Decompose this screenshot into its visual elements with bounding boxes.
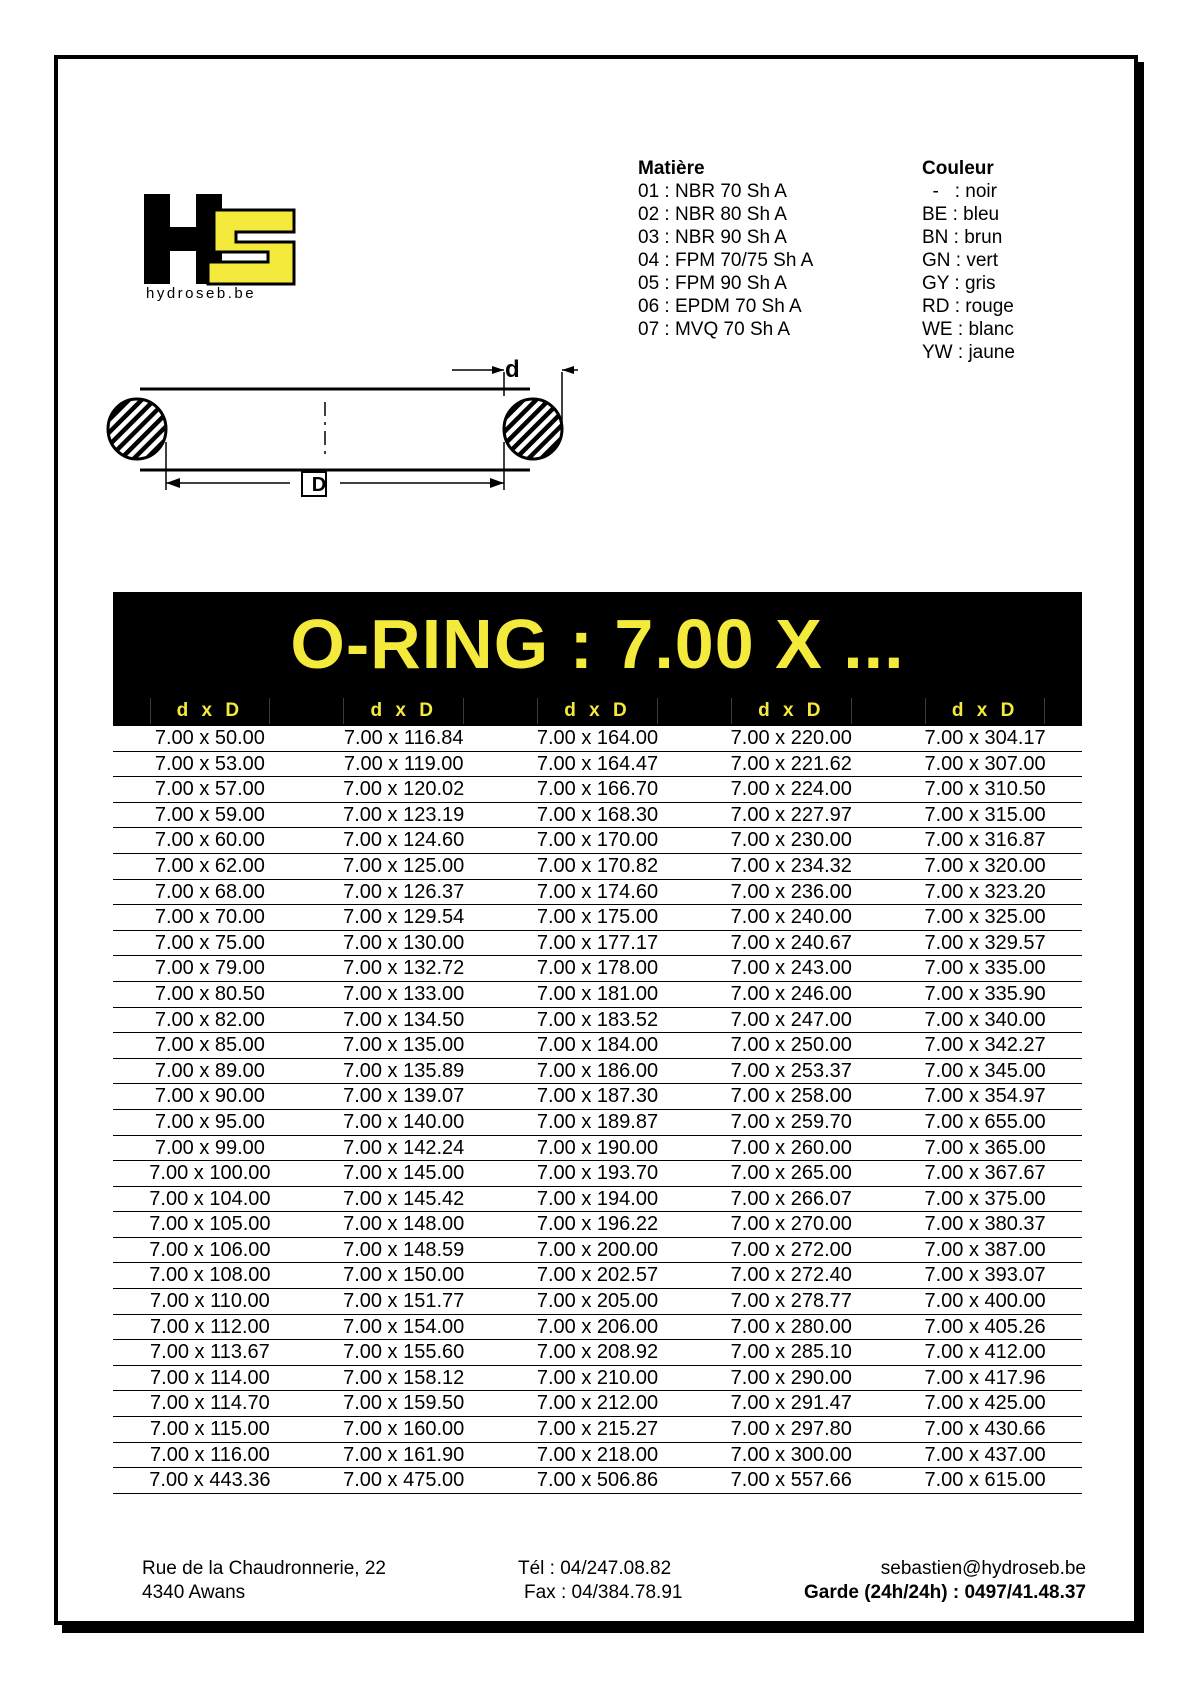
table-cell: 7.00 x 265.00 bbox=[730, 1162, 852, 1185]
table-row bbox=[113, 828, 1082, 854]
table-row bbox=[113, 1187, 1082, 1213]
table-row bbox=[113, 931, 1082, 957]
table-cell: 7.00 x 174.60 bbox=[536, 880, 659, 903]
table-cell: 7.00 x 161.90 bbox=[343, 1443, 465, 1466]
table-cell: 7.00 x 196.22 bbox=[536, 1213, 659, 1236]
table-cell: 7.00 x 272.00 bbox=[730, 1238, 852, 1261]
table-cell: 7.00 x 89.00 bbox=[154, 1059, 265, 1082]
table-cell: 7.00 x 240.00 bbox=[730, 906, 852, 929]
table-cell: 7.00 x 105.00 bbox=[149, 1213, 271, 1236]
address-line: Rue de la Chaudronnerie, 22 bbox=[142, 1558, 387, 1579]
table-cell: 7.00 x 443.36 bbox=[149, 1469, 271, 1492]
table-cell: 7.00 x 387.00 bbox=[924, 1238, 1046, 1261]
table-cell: 7.00 x 300.00 bbox=[730, 1443, 852, 1466]
table-cell: 7.00 x 50.00 bbox=[154, 727, 265, 749]
footer-phone bbox=[518, 1557, 682, 1605]
table-cell: 7.00 x 168.30 bbox=[536, 803, 659, 826]
table-cell: 7.00 x 164.00 bbox=[536, 727, 659, 749]
table-cell: 7.00 x 236.00 bbox=[730, 880, 852, 903]
table-body bbox=[113, 726, 1082, 1494]
column-header: d x D bbox=[113, 696, 307, 726]
table-row bbox=[113, 1136, 1082, 1162]
column-header: d x D bbox=[888, 696, 1082, 726]
table-cell: 7.00 x 90.00 bbox=[154, 1085, 265, 1108]
table-cell: 7.00 x 70.00 bbox=[154, 906, 265, 929]
table-cell: 7.00 x 250.00 bbox=[730, 1034, 852, 1057]
table-cell: 7.00 x 135.89 bbox=[343, 1059, 465, 1082]
table-row bbox=[113, 1238, 1082, 1264]
table-cell: 7.00 x 164.47 bbox=[536, 752, 659, 775]
table-cell: 7.00 x 124.60 bbox=[343, 829, 465, 852]
table-cell: 7.00 x 187.30 bbox=[536, 1085, 659, 1108]
table-cell: 7.00 x 227.97 bbox=[730, 803, 852, 826]
material-item: 04 : FPM 70/75 Sh A bbox=[638, 250, 814, 271]
table-cell: 7.00 x 142.24 bbox=[343, 1136, 465, 1159]
table-cell: 7.00 x 159.50 bbox=[343, 1392, 465, 1415]
garde-text: Garde (24h/24h) : 0497/41.48.37 bbox=[804, 1582, 1086, 1603]
table-cell: 7.00 x 112.00 bbox=[150, 1315, 270, 1338]
table-cell: 7.00 x 615.00 bbox=[924, 1469, 1046, 1492]
table-cell: 7.00 x 114.70 bbox=[150, 1392, 270, 1415]
table-cell: 7.00 x 120.02 bbox=[343, 778, 465, 801]
table-cell: 7.00 x 234.32 bbox=[730, 854, 852, 877]
table-row bbox=[113, 1110, 1082, 1136]
table-cell: 7.00 x 210.00 bbox=[536, 1366, 659, 1389]
table-cell: 7.00 x 129.54 bbox=[343, 906, 465, 929]
table-cell: 7.00 x 230.00 bbox=[730, 829, 852, 852]
table-cell: 7.00 x 85.00 bbox=[154, 1034, 265, 1057]
table-cell: 7.00 x 99.00 bbox=[154, 1136, 265, 1159]
table-cell: 7.00 x 206.00 bbox=[536, 1315, 659, 1338]
table-cell: 7.00 x 215.27 bbox=[536, 1418, 659, 1441]
table-cell: 7.00 x 177.17 bbox=[536, 931, 659, 954]
color-item: BN : brun bbox=[922, 227, 1003, 248]
table-cell: 7.00 x 108.00 bbox=[149, 1264, 271, 1287]
table-cell: 7.00 x 145.42 bbox=[343, 1187, 465, 1210]
left-section bbox=[108, 399, 166, 459]
table-cell: 7.00 x 194.00 bbox=[536, 1187, 659, 1210]
table-cell: 7.00 x 183.52 bbox=[536, 1008, 659, 1031]
table-cell: 7.00 x 316.87 bbox=[924, 829, 1046, 852]
table-cell: 7.00 x 205.00 bbox=[536, 1290, 659, 1313]
table-cell: 7.00 x 160.00 bbox=[343, 1418, 465, 1441]
table-cell: 7.00 x 100.00 bbox=[149, 1162, 271, 1185]
tel-text: Tél : 04/247.08.82 bbox=[518, 1558, 672, 1579]
table-cell: 7.00 x 425.00 bbox=[924, 1392, 1046, 1415]
table-cell: 7.00 x 340.00 bbox=[924, 1008, 1046, 1031]
table-cell: 7.00 x 220.00 bbox=[730, 727, 852, 749]
table-cell: 7.00 x 270.00 bbox=[730, 1213, 852, 1236]
table-cell: 7.00 x 148.59 bbox=[343, 1238, 465, 1261]
table-cell: 7.00 x 193.70 bbox=[536, 1162, 659, 1185]
table-row bbox=[113, 777, 1082, 803]
table-row bbox=[113, 752, 1082, 778]
table-cell: 7.00 x 380.37 bbox=[924, 1213, 1046, 1236]
table-cell: 7.00 x 266.07 bbox=[730, 1187, 852, 1210]
fax-text: Fax : 04/384.78.91 bbox=[524, 1582, 683, 1603]
table-cell: 7.00 x 240.67 bbox=[730, 931, 852, 954]
table-cell: 7.00 x 59.00 bbox=[154, 803, 265, 826]
table-cell: 7.00 x 104.00 bbox=[149, 1187, 271, 1210]
table-row bbox=[113, 1008, 1082, 1034]
table-cell: 7.00 x 297.80 bbox=[730, 1418, 852, 1441]
material-item: 02 : NBR 80 Sh A bbox=[638, 204, 787, 225]
table-row bbox=[113, 803, 1082, 829]
table-cell: 7.00 x 320.00 bbox=[924, 854, 1046, 877]
table-cell: 7.00 x 186.00 bbox=[536, 1059, 659, 1082]
table-cell: 7.00 x 106.00 bbox=[149, 1238, 271, 1261]
table-row bbox=[113, 1212, 1082, 1238]
table-cell: 7.00 x 345.00 bbox=[924, 1059, 1046, 1082]
materials-title: Matière bbox=[638, 158, 705, 179]
table-cell: 7.00 x 221.62 bbox=[730, 752, 852, 775]
table-cell: 7.00 x 110.00 bbox=[150, 1290, 270, 1313]
address-line: 4340 Awans bbox=[142, 1582, 246, 1603]
oring-diagram bbox=[100, 362, 580, 532]
table-cell: 7.00 x 95.00 bbox=[154, 1110, 265, 1133]
table-cell: 7.00 x 278.77 bbox=[730, 1290, 852, 1313]
color-item: YW : jaune bbox=[922, 342, 1015, 363]
table-row bbox=[113, 1391, 1082, 1417]
footer-contact bbox=[780, 1557, 1086, 1605]
table-cell: 7.00 x 208.92 bbox=[536, 1341, 659, 1364]
table-cell: 7.00 x 258.00 bbox=[730, 1085, 852, 1108]
table-cell: 7.00 x 405.26 bbox=[924, 1315, 1046, 1338]
table-cell: 7.00 x 178.00 bbox=[536, 957, 659, 980]
table-row bbox=[113, 1084, 1082, 1110]
table-row bbox=[113, 1417, 1082, 1443]
dimension-label-D: D bbox=[311, 474, 327, 496]
table-cell: 7.00 x 212.00 bbox=[536, 1392, 659, 1415]
table-cell: 7.00 x 151.77 bbox=[343, 1290, 465, 1313]
table-cell: 7.00 x 280.00 bbox=[730, 1315, 852, 1338]
table-cell: 7.00 x 134.50 bbox=[343, 1008, 465, 1031]
table-cell: 7.00 x 140.00 bbox=[343, 1110, 465, 1133]
table-cell: 7.00 x 115.00 bbox=[150, 1418, 270, 1441]
table-cell: 7.00 x 475.00 bbox=[343, 1469, 465, 1492]
material-item: 06 : EPDM 70 Sh A bbox=[638, 296, 802, 317]
table-row bbox=[113, 1289, 1082, 1315]
table-cell: 7.00 x 150.00 bbox=[343, 1264, 465, 1287]
table-cell: 7.00 x 354.97 bbox=[924, 1085, 1046, 1108]
table-cell: 7.00 x 57.00 bbox=[154, 778, 265, 801]
table-cell: 7.00 x 412.00 bbox=[924, 1341, 1046, 1364]
table-row bbox=[113, 1263, 1082, 1289]
table-row bbox=[113, 854, 1082, 880]
table-cell: 7.00 x 158.12 bbox=[343, 1366, 465, 1389]
table-cell: 7.00 x 329.57 bbox=[924, 931, 1046, 954]
page-title: O-RING : 7.00 X ... bbox=[290, 605, 905, 683]
table-cell: 7.00 x 170.82 bbox=[536, 854, 659, 877]
table-row bbox=[113, 956, 1082, 982]
title-banner bbox=[113, 592, 1082, 696]
table-cell: 7.00 x 202.57 bbox=[536, 1264, 659, 1287]
table-cell: 7.00 x 123.19 bbox=[343, 803, 465, 826]
table-cell: 7.00 x 82.00 bbox=[154, 1008, 265, 1031]
table-cell: 7.00 x 315.00 bbox=[924, 803, 1046, 826]
table-cell: 7.00 x 506.86 bbox=[536, 1469, 659, 1492]
table-row bbox=[113, 1443, 1082, 1469]
table-cell: 7.00 x 335.00 bbox=[924, 957, 1046, 980]
table-row bbox=[113, 726, 1082, 752]
table-cell: 7.00 x 200.00 bbox=[536, 1238, 659, 1261]
table-cell: 7.00 x 166.70 bbox=[536, 778, 659, 801]
table-row bbox=[113, 1161, 1082, 1187]
table-cell: 7.00 x 68.00 bbox=[154, 880, 265, 903]
table-cell: 7.00 x 393.07 bbox=[924, 1264, 1046, 1287]
table-cell: 7.00 x 125.00 bbox=[343, 854, 465, 877]
table-cell: 7.00 x 365.00 bbox=[924, 1136, 1046, 1159]
colors-list bbox=[922, 157, 1015, 364]
table-cell: 7.00 x 155.60 bbox=[343, 1341, 465, 1364]
table-cell: 7.00 x 247.00 bbox=[730, 1008, 852, 1031]
table-cell: 7.00 x 181.00 bbox=[536, 982, 659, 1005]
table-cell: 7.00 x 417.96 bbox=[924, 1366, 1046, 1389]
table-cell: 7.00 x 224.00 bbox=[730, 778, 852, 801]
colors-title: Couleur bbox=[922, 158, 994, 179]
material-item: 03 : NBR 90 Sh A bbox=[638, 227, 787, 248]
column-header: d x D bbox=[694, 696, 888, 726]
table-cell: 7.00 x 170.00 bbox=[536, 829, 659, 852]
table-row bbox=[113, 905, 1082, 931]
table-cell: 7.00 x 253.37 bbox=[730, 1059, 852, 1082]
table-cell: 7.00 x 148.00 bbox=[343, 1213, 465, 1236]
table-cell: 7.00 x 259.70 bbox=[730, 1110, 852, 1133]
materials-list bbox=[638, 157, 813, 341]
table-cell: 7.00 x 310.50 bbox=[924, 778, 1046, 801]
table-cell: 7.00 x 307.00 bbox=[924, 752, 1046, 775]
column-header: d x D bbox=[501, 696, 695, 726]
table-cell: 7.00 x 375.00 bbox=[924, 1187, 1046, 1210]
table-cell: 7.00 x 367.67 bbox=[924, 1162, 1046, 1185]
table-cell: 7.00 x 189.87 bbox=[536, 1110, 659, 1133]
material-item: 01 : NBR 70 Sh A bbox=[638, 181, 787, 202]
table-cell: 7.00 x 132.72 bbox=[343, 957, 465, 980]
table-cell: 7.00 x 79.00 bbox=[154, 957, 265, 980]
color-item: GY : gris bbox=[922, 273, 996, 294]
table-cell: 7.00 x 285.10 bbox=[730, 1341, 852, 1364]
oring-size-table bbox=[113, 696, 1082, 1494]
table-cell: 7.00 x 272.40 bbox=[730, 1264, 852, 1287]
color-item: - : noir bbox=[922, 181, 997, 202]
table-cell: 7.00 x 135.00 bbox=[343, 1034, 465, 1057]
table-cell: 7.00 x 175.00 bbox=[536, 906, 659, 929]
table-cell: 7.00 x 437.00 bbox=[924, 1443, 1046, 1466]
table-cell: 7.00 x 119.00 bbox=[343, 752, 464, 775]
table-cell: 7.00 x 218.00 bbox=[536, 1443, 659, 1466]
table-cell: 7.00 x 325.00 bbox=[924, 906, 1046, 929]
table-cell: 7.00 x 290.00 bbox=[730, 1366, 852, 1389]
table-cell: 7.00 x 260.00 bbox=[730, 1136, 852, 1159]
table-header bbox=[113, 696, 1082, 726]
table-cell: 7.00 x 116.84 bbox=[343, 727, 464, 749]
email-link[interactable]: sebastien@hydroseb.be bbox=[880, 1558, 1086, 1579]
table-cell: 7.00 x 53.00 bbox=[154, 752, 265, 775]
table-row bbox=[113, 982, 1082, 1008]
table-cell: 7.00 x 190.00 bbox=[536, 1136, 659, 1159]
dimension-label-d: d bbox=[505, 356, 520, 383]
table-cell: 7.00 x 154.00 bbox=[343, 1315, 465, 1338]
table-cell: 7.00 x 342.27 bbox=[924, 1034, 1046, 1057]
table-cell: 7.00 x 139.07 bbox=[343, 1085, 465, 1108]
color-item: RD : rouge bbox=[922, 296, 1014, 317]
table-cell: 7.00 x 130.00 bbox=[343, 931, 465, 954]
table-cell: 7.00 x 145.00 bbox=[343, 1162, 465, 1185]
table-row bbox=[113, 880, 1082, 906]
footer-address bbox=[142, 1557, 386, 1605]
table-row bbox=[113, 1468, 1082, 1494]
table-cell: 7.00 x 80.50 bbox=[154, 982, 265, 1005]
table-cell: 7.00 x 335.90 bbox=[924, 982, 1046, 1005]
table-cell: 7.00 x 430.66 bbox=[924, 1418, 1046, 1441]
table-cell: 7.00 x 126.37 bbox=[343, 880, 465, 903]
table-cell: 7.00 x 75.00 bbox=[154, 931, 265, 954]
material-item: 07 : MVQ 70 Sh A bbox=[638, 319, 791, 340]
table-row bbox=[113, 1315, 1082, 1341]
table-row bbox=[113, 1366, 1082, 1392]
table-cell: 7.00 x 133.00 bbox=[343, 982, 465, 1005]
color-item: WE : blanc bbox=[922, 319, 1014, 340]
column-header: d x D bbox=[307, 696, 501, 726]
table-cell: 7.00 x 62.00 bbox=[154, 854, 265, 877]
table-row bbox=[113, 1033, 1082, 1059]
table-cell: 7.00 x 243.00 bbox=[730, 957, 852, 980]
table-cell: 7.00 x 557.66 bbox=[730, 1469, 852, 1492]
color-item: BE : bleu bbox=[922, 204, 1000, 225]
color-item: GN : vert bbox=[922, 250, 999, 271]
right-section bbox=[504, 399, 562, 459]
table-cell: 7.00 x 60.00 bbox=[154, 829, 265, 852]
logo-caption: hydroseb.be bbox=[146, 285, 257, 302]
table-cell: 7.00 x 655.00 bbox=[924, 1110, 1046, 1133]
table-cell: 7.00 x 323.20 bbox=[924, 880, 1046, 903]
table-cell: 7.00 x 246.00 bbox=[730, 982, 852, 1005]
table-row bbox=[113, 1059, 1082, 1085]
table-cell: 7.00 x 304.17 bbox=[924, 727, 1046, 749]
table-cell: 7.00 x 184.00 bbox=[536, 1034, 659, 1057]
table-cell: 7.00 x 400.00 bbox=[924, 1290, 1046, 1313]
table-row bbox=[113, 1340, 1082, 1366]
table-cell: 7.00 x 113.67 bbox=[150, 1341, 270, 1364]
table-cell: 7.00 x 116.00 bbox=[150, 1443, 270, 1466]
table-cell: 7.00 x 291.47 bbox=[730, 1392, 852, 1415]
table-cell: 7.00 x 114.00 bbox=[150, 1366, 270, 1389]
material-item: 05 : FPM 90 Sh A bbox=[638, 273, 787, 294]
